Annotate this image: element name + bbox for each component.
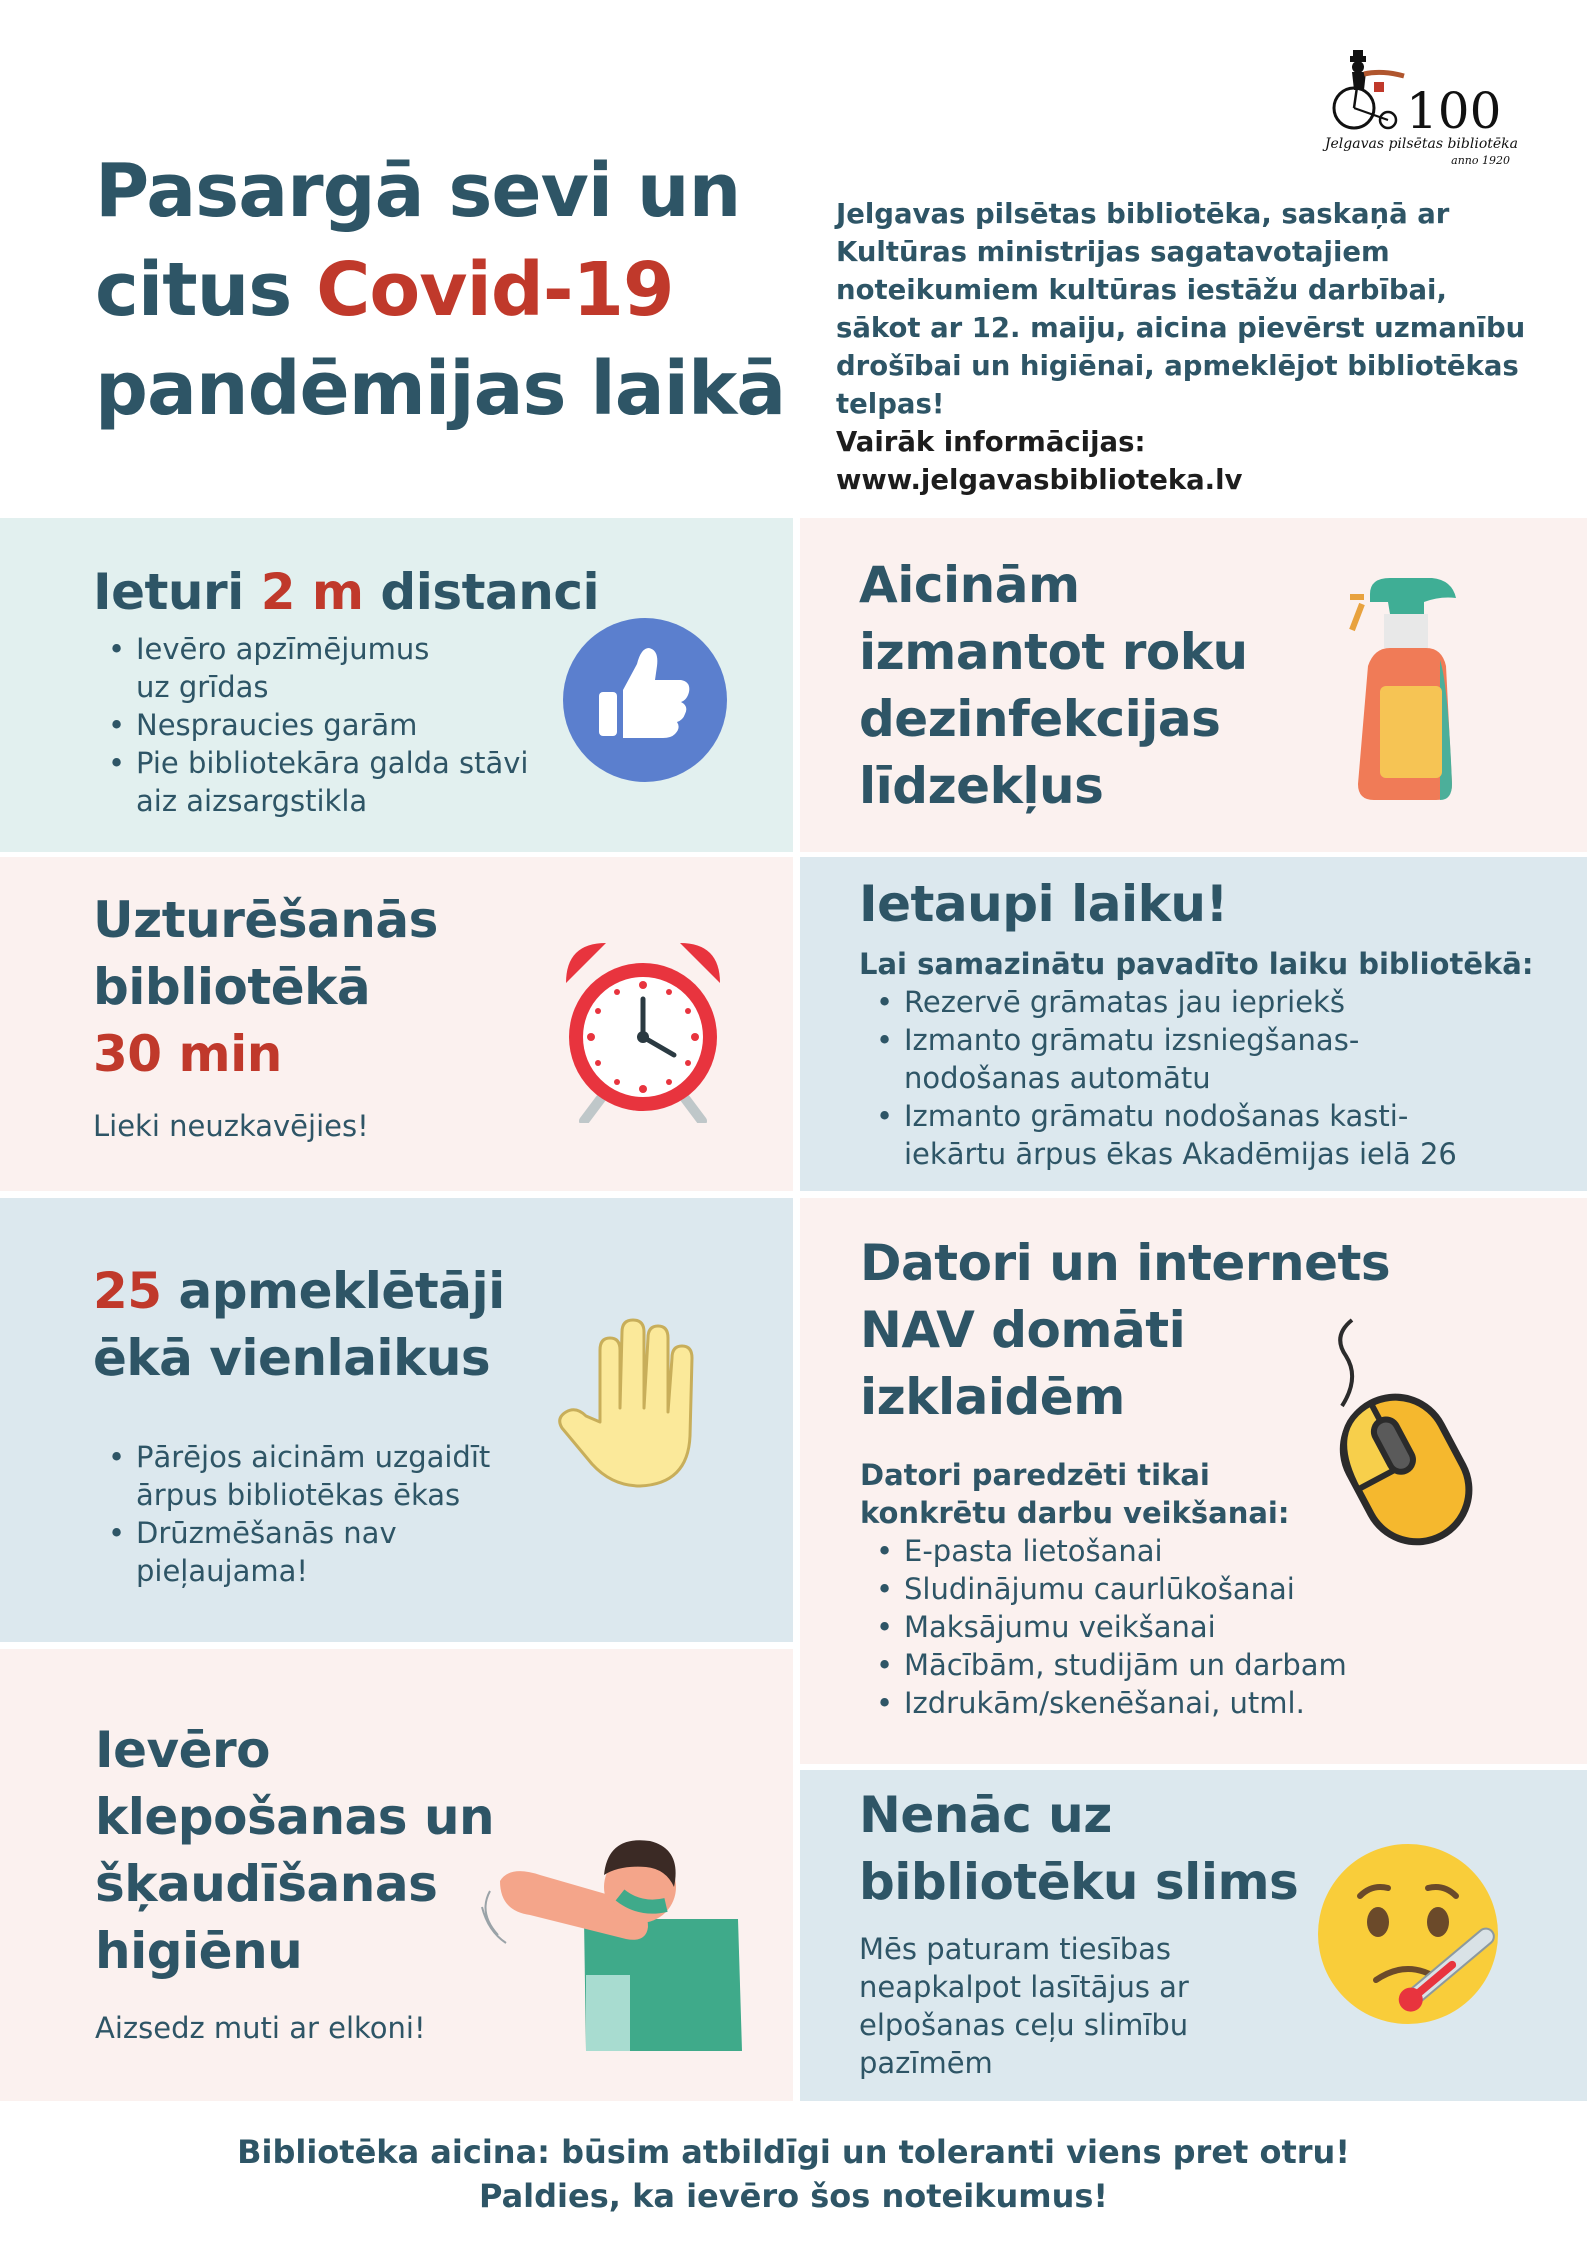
stay-duration: 30 min xyxy=(93,1025,282,1083)
list-item: • Rezervē grāmatas jau iepriekš xyxy=(864,983,1444,1021)
footer-line-2: Paldies, ka ievēro šos noteikumus! xyxy=(478,2177,1108,2215)
logo-sub: anno 1920 xyxy=(1451,154,1510,167)
intro-text xyxy=(836,195,1536,499)
distance-title: Ieturi 2 m distanci xyxy=(93,563,600,621)
title-accent: Covid-19 xyxy=(316,247,674,333)
distance-panel xyxy=(0,518,793,852)
footer-line-1: Bibliotēka aicina: būsim atbildīgi un toleranti viens pret otru! xyxy=(237,2133,1350,2171)
title-line-3: pandēmijas laikā xyxy=(95,346,786,432)
spray-bottle-icon xyxy=(1340,574,1470,804)
list-item: • Maksājumu veikšanai xyxy=(864,1608,1424,1646)
sick-face-thermometer-icon xyxy=(1316,1840,1506,2030)
alarm-clock-icon xyxy=(562,937,724,1123)
raised-hand-icon xyxy=(556,1318,702,1490)
page-title xyxy=(95,142,815,439)
computers-lead: Datori paredzēti tikai konkrētu darbu veikšanai: xyxy=(860,1458,1290,1530)
logo-name: Jelgavas pilsētas bibliotēka xyxy=(1324,136,1518,152)
visitors-panel xyxy=(0,1198,793,1642)
sick-panel xyxy=(800,1770,1587,2101)
sneezing-person-icon xyxy=(470,1835,746,2051)
more-info-link[interactable]: Vairāk informācijas: www.jelgavasbiblioteka.lv xyxy=(836,426,1243,496)
footer xyxy=(0,2130,1587,2218)
computers-list xyxy=(864,1532,1424,1722)
thumbs-up-icon xyxy=(563,618,727,782)
list-item: • E-pasta lietošanai xyxy=(864,1532,1424,1570)
list-item: • Izmanto grāmatu nodošanas kasti-iekārtu ārpus ēkas Akadēmijas ielā 26 xyxy=(864,1097,1464,1173)
sanitizer-title: Aicinām izmantot roku dezinfekcijas līdzekļus xyxy=(859,556,1248,815)
library-logo xyxy=(1318,50,1518,168)
visitors-title: 25 apmeklētāji ēkā vienlaikus xyxy=(93,1262,505,1387)
save-time-list xyxy=(864,983,1457,1173)
cough-title: Ievēro klepošanas un šķaudīšanas higiēnu xyxy=(95,1721,495,1980)
computers-title: Datori un internets NAV domāti izklaidēm xyxy=(860,1234,1391,1426)
list-item: • Sludinājumu caurlūkošanai xyxy=(864,1570,1424,1608)
list-item: • Pie bibliotekāra galda stāvi aiz aizsargstikla xyxy=(96,744,546,820)
stay-title: Uzturēšanās bibliotēkā 30 min xyxy=(93,887,438,1088)
sick-title: Nenāc uz bibliotēku slims xyxy=(859,1786,1299,1911)
list-item: • Pārējos aicinām uzgaidīt ārpus bibliotēkas ēkas xyxy=(96,1438,536,1514)
sick-text: Mēs paturam tiesības neapkalpot lasītājus ar elpošanas ceļu slimību pazīmēm xyxy=(859,1932,1189,2080)
cough-panel xyxy=(0,1649,793,2101)
list-item: • Izdrukām/skenēšanai, utml. xyxy=(864,1684,1424,1722)
list-item: • Mācībām, studijām un darbam xyxy=(864,1646,1424,1684)
title-line-1: Pasargā sevi un xyxy=(95,148,741,234)
distance-list xyxy=(96,630,546,820)
computers-panel xyxy=(800,1198,1587,1764)
visitors-list xyxy=(96,1438,536,1590)
stay-panel xyxy=(0,857,793,1191)
save-time-lead: Lai samazinātu pavadīto laiku bibliotēkā: xyxy=(859,947,1534,981)
save-time-title: Ietaupi laiku! xyxy=(859,875,1228,933)
stay-note: Lieki neuzkavējies! xyxy=(93,1109,369,1143)
list-item: • Izmanto grāmatu izsniegšanas-nodošanas automātu xyxy=(864,1021,1384,1097)
list-item: • Drūzmēšanās nav pieļaujama! xyxy=(96,1514,416,1590)
cough-note: Aizsedz muti ar elkoni! xyxy=(95,2011,426,2045)
svg-text:100: 100 xyxy=(1406,82,1502,140)
title-line-2: citus Covid-19 xyxy=(95,247,674,333)
list-item: • Ievēro apzīmējumus uz grīdas xyxy=(96,630,436,706)
sanitizer-panel xyxy=(800,518,1587,852)
computer-mouse-icon xyxy=(1312,1316,1492,1552)
save-time-panel xyxy=(800,857,1587,1191)
intro-body: Jelgavas pilsētas bibliotēka, saskaņā ar Kultūras ministrijas sagatavotajiem noteikumiem kultūras iestāžu darbībai, sākot ar 12. maiju, aicina pievērst uzmanību drošībai un higiēnai, apmeklējot bibliotēkas telpas! xyxy=(836,198,1526,420)
list-item: • Nespraucies garām xyxy=(96,706,546,744)
